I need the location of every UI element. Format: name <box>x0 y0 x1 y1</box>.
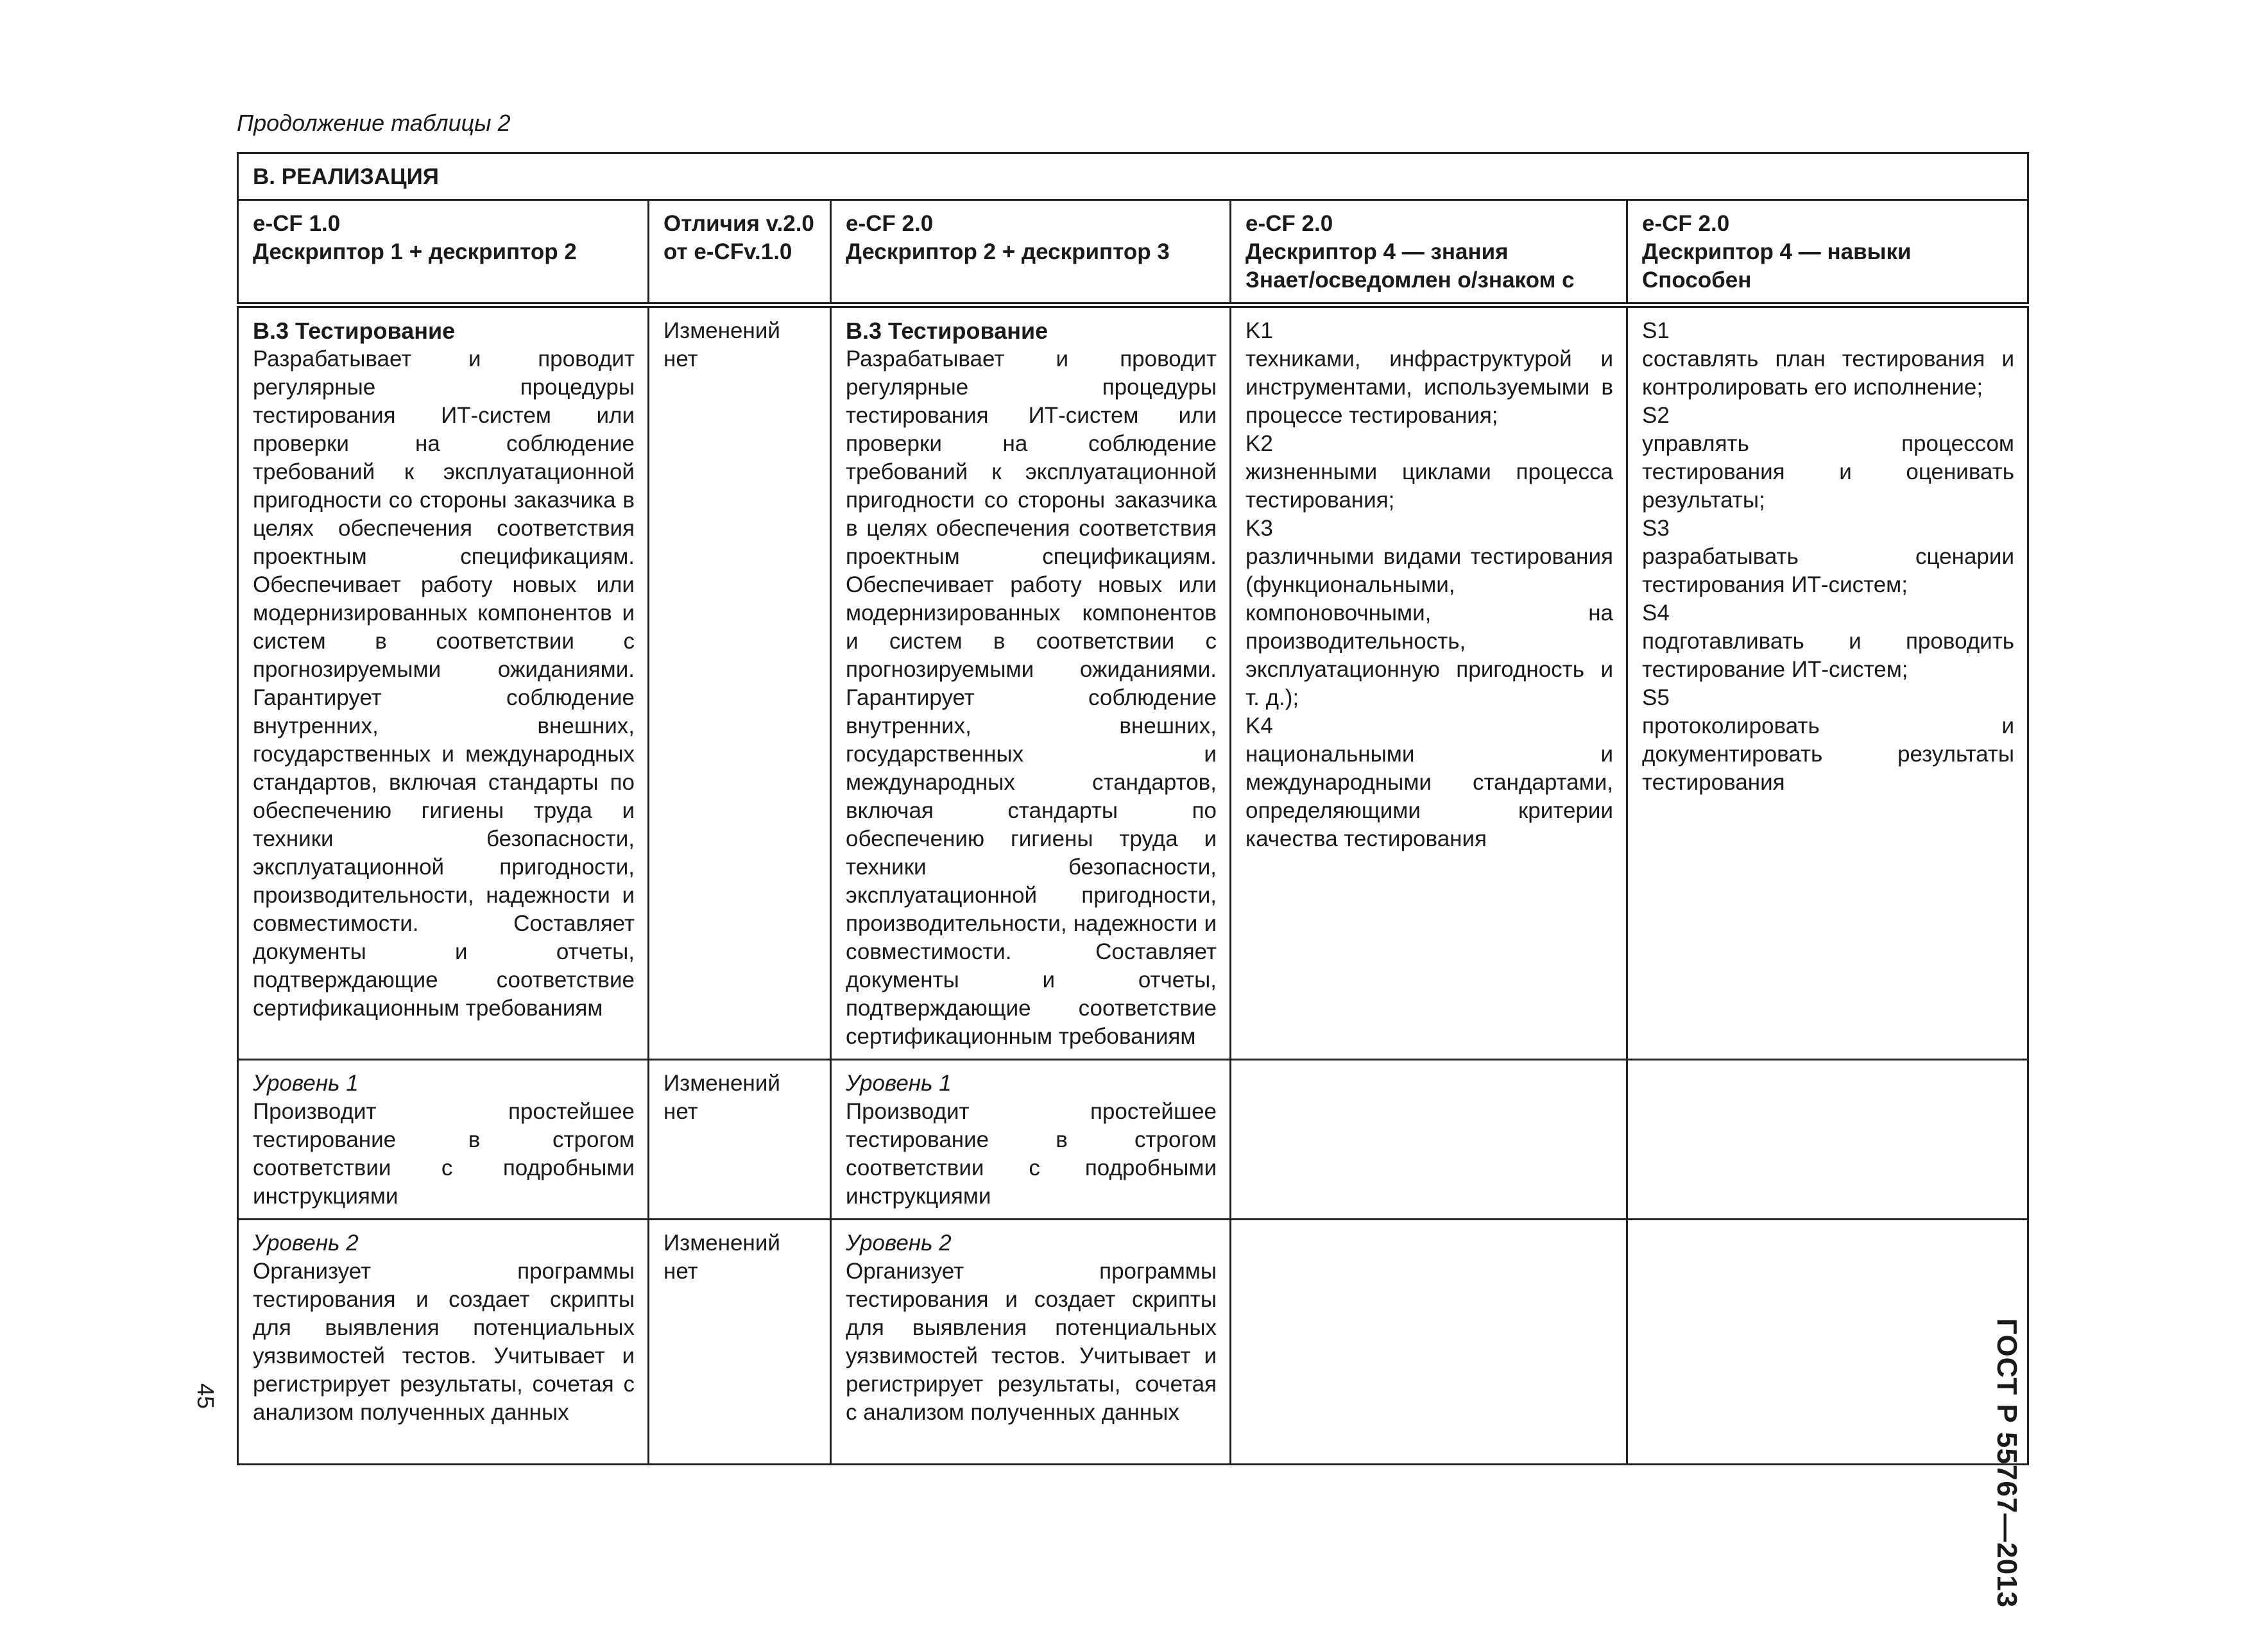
competence-description: Разрабатывает и проводит регулярные процедуры тестирования ИТ-систем или проверки на соблюдение требований к эксплуатационной пригодности со стороны заказчика в целях обеспечения соответствия проектным спецификациям. Обеспечивает работу новых или модернизированных компонентов и систем в соответствии с прогнозируемыми ожиданиями. Гарантирует соблюдение внутренних, внешних, государственных и международных стандартов, включая стандарты по обеспечению гигиены труда и техники безопасности, эксплуатационной пригодности, производительности, надежности и совместимости. Составляет документы и отчеты, подтверждающие соответствие сертификационным требованиям <box>846 346 1217 1049</box>
cell-level1-differences: Изменений нет <box>649 1060 831 1220</box>
standard-identifier: ГОСТ Р 55767—2013 <box>1991 1318 2023 1608</box>
skill-code: S1 <box>1642 318 1670 343</box>
skill-text: составлять план тестирования и контролировать его исполнение; <box>1642 346 2014 400</box>
knowledge-text: жизненными циклами процесса тестирования; <box>1245 459 1613 513</box>
competence-table <box>237 152 2029 1465</box>
knowledge-code: K2 <box>1245 431 1273 456</box>
skill-code: S3 <box>1642 516 1670 541</box>
cell-level2-differences: Изменений нет <box>649 1220 831 1465</box>
header-row <box>238 200 2028 305</box>
level-label: Уровень 2 <box>253 1230 359 1256</box>
table-row <box>238 1220 2028 1465</box>
competence-title: B.3 Тестирование <box>846 318 1048 344</box>
competence-title: B.3 Тестирование <box>253 318 456 344</box>
cell-skills <box>1627 305 2028 1060</box>
skill-code: S2 <box>1642 403 1670 428</box>
cell-level1-ecf2: Уровень 1 Производит простейшее тестирование в строгом соответствии с подробными инструкциями <box>831 1060 1231 1220</box>
section-title: B. РЕАЛИЗАЦИЯ <box>238 153 2028 200</box>
knowledge-text: техниками, инфраструктурой и инструментами, используемыми в процессе тестирования; <box>1245 346 1613 428</box>
level-label: Уровень 2 <box>846 1230 952 1256</box>
cell-level2-knowledge <box>1231 1220 1627 1465</box>
cell-level2-ecf2: Уровень 2 Организует программы тестирования и создает скрипты для выявления потенциальных уязвимостей тестов. Учитывает и регистрирует результаты, сочетая с анализом полученных данных <box>831 1220 1231 1465</box>
skill-code: S4 <box>1642 600 1670 626</box>
competence-description: Разрабатывает и проводит регулярные процедуры тестирования ИТ-систем или проверки на соблюдение требований к эксплуатационной пригодности со стороны заказчика в целях обеспечения соответствия проектным спецификациям. Обеспечивает работу новых или модернизированных компонентов и систем в соответствии с прогнозируемыми ожиданиями. Гарантирует соблюдение внутренних, внешних, государственных и международных стандартов, включая стандарты по обеспечению гигиены труда и техники безопасности, эксплуатационной пригодности, производительности, надежности и совместимости. Составляет документы и отчеты, подтверждающие соответствие сертификационным требованиям <box>253 346 635 1021</box>
header-ecf2-knowledge: e-CF 2.0 Дескриптор 4 — знания Знает/осведомлен о/знаком с <box>1231 200 1627 305</box>
knowledge-code: K3 <box>1245 516 1273 541</box>
skill-text: разрабатывать сценарии тестирования ИТ-систем; <box>1642 544 2014 597</box>
cell-level2-skills <box>1627 1220 2028 1465</box>
skill-text: управлять процессом тестирования и оценивать результаты; <box>1642 431 2014 513</box>
cell-knowledge <box>1231 305 1627 1060</box>
skill-text: протоколировать и документировать результаты тестирования <box>1642 713 2014 795</box>
cell-level1-knowledge <box>1231 1060 1627 1220</box>
header-ecf2-desc23: e-CF 2.0 Дескриптор 2 + дескриптор 3 <box>831 200 1231 305</box>
knowledge-text: различными видами тестирования (функциональными, компоновочными, на производительность, эксплуатационную пригодность и т. д.); <box>1245 544 1613 710</box>
cell-differences: Изменений нет <box>649 305 831 1060</box>
table-row <box>238 1060 2028 1220</box>
level-label: Уровень 1 <box>846 1071 952 1096</box>
skill-code: S5 <box>1642 685 1670 710</box>
cell-level1-skills <box>1627 1060 2028 1220</box>
skill-text: подготавливать и проводить тестирование ИТ-систем; <box>1642 629 2014 682</box>
knowledge-code: K4 <box>1245 713 1273 738</box>
knowledge-code: K1 <box>1245 318 1273 343</box>
table-row <box>238 305 2028 1060</box>
cell-ecf1-descriptor <box>238 305 649 1060</box>
header-differences: Отличия v.2.0 от e-CFv.1.0 <box>649 200 831 305</box>
cell-level1-ecf1: Уровень 1 Производит простейшее тестирование в строгом соответствии с подробными инструкциями <box>238 1060 649 1220</box>
table-caption: Продолжение таблицы 2 <box>237 110 511 136</box>
page-number: 45 <box>193 1383 219 1409</box>
level-label: Уровень 1 <box>253 1071 359 1096</box>
header-ecf2-skills: e-CF 2.0 Дескриптор 4 — навыки Способен <box>1627 200 2028 305</box>
cell-level2-ecf1: Уровень 2 Организует программы тестирования и создает скрипты для выявления потенциальных уязвимостей тестов. Учитывает и регистрирует результаты, сочетая с анализом полученных данных <box>238 1220 649 1465</box>
cell-ecf2-descriptor <box>831 305 1231 1060</box>
knowledge-text: национальными и международными стандартами, определяющими критерии качества тестирования <box>1245 742 1613 851</box>
header-ecf1: e-CF 1.0 Дескриптор 1 + дескриптор 2 <box>238 200 649 305</box>
